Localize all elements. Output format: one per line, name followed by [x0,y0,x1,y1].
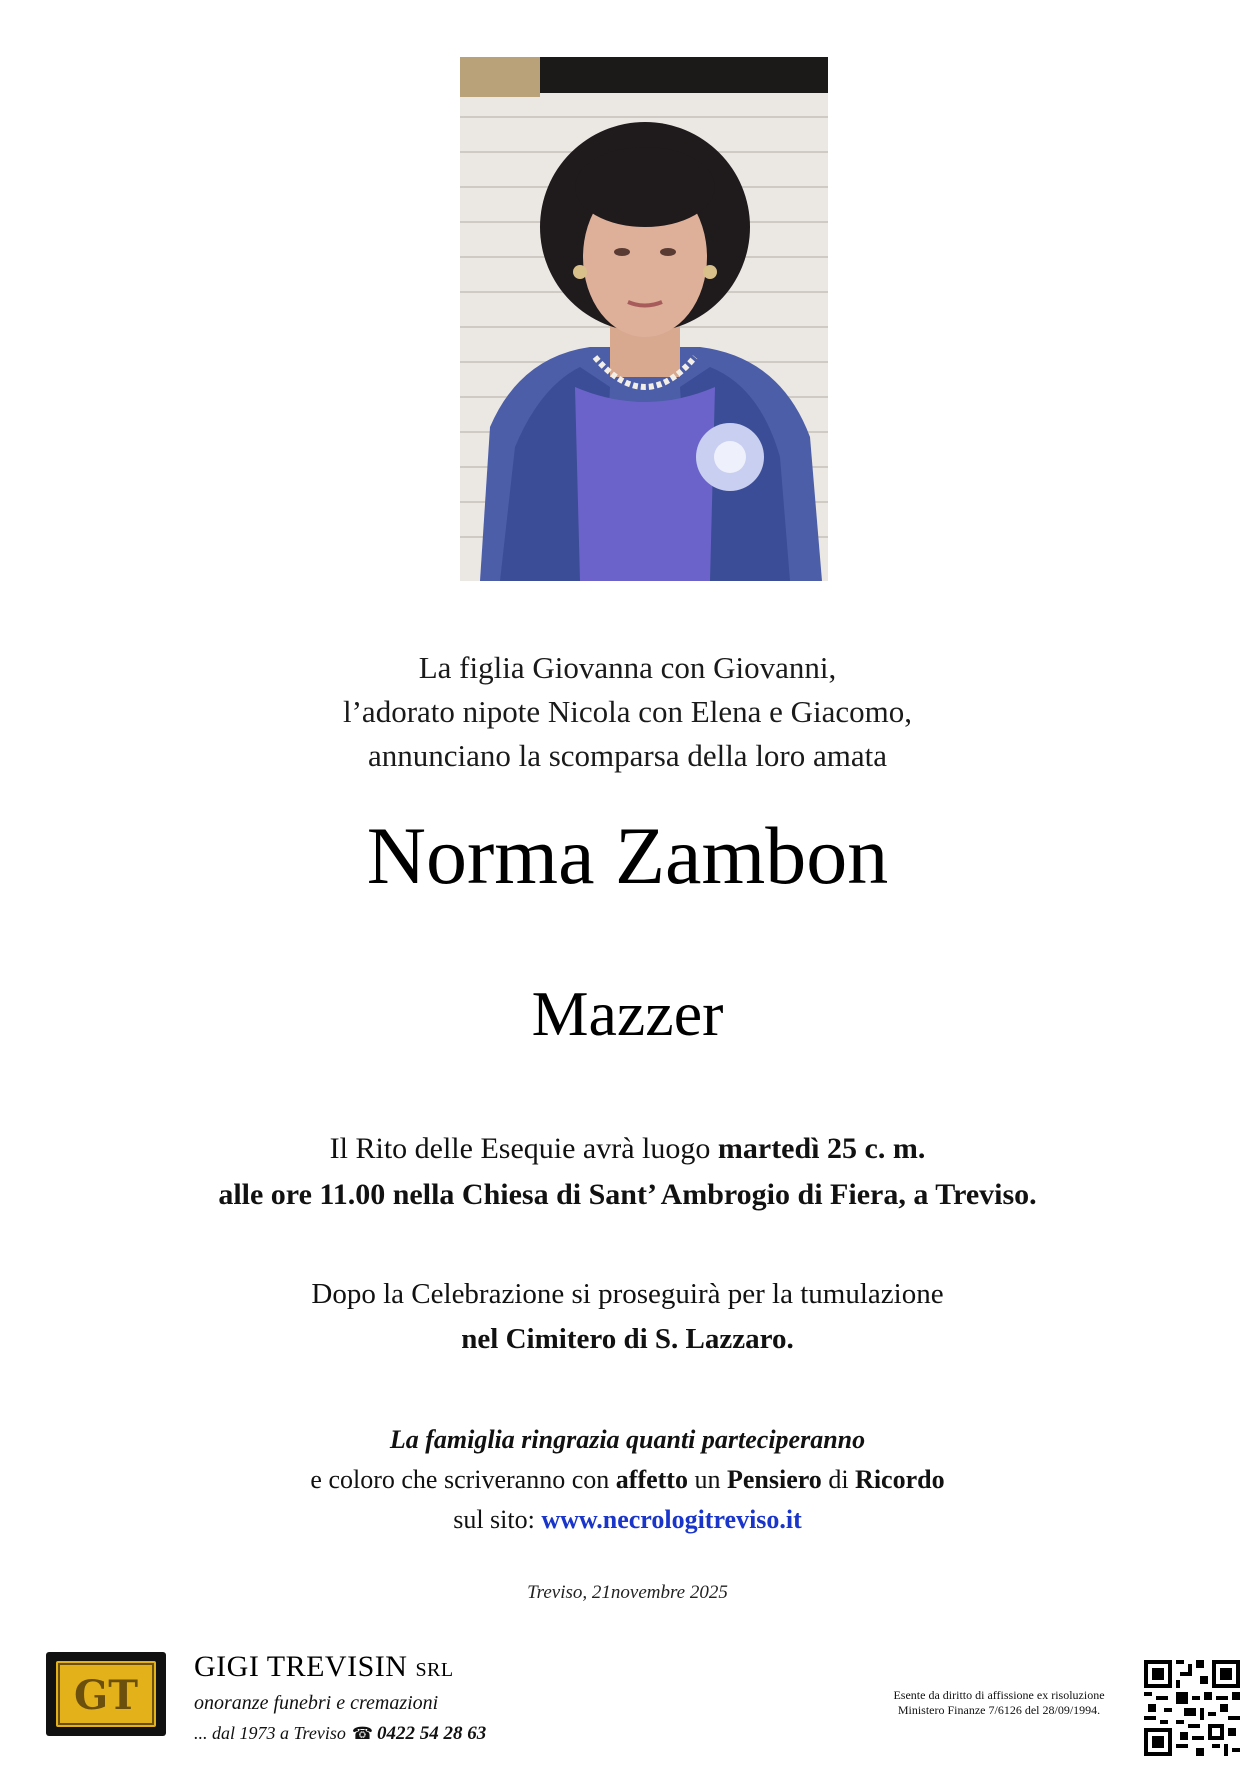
burial-line-1: Dopo la Celebrazione si proseguirà per la tumulazione [311,1278,944,1310]
tax-exemption-note [866,1688,1132,1718]
thanks-heading: La famiglia ringrazia quanti parteciperanno [389,1425,866,1454]
rite-line-1 [0,1126,1255,1172]
qr-code[interactable] [1144,1660,1240,1756]
company-info [194,1650,486,1746]
exemption-line-1: Esente da diritto di affissione ex risoluzione [893,1688,1105,1702]
thanks-word-affetto: affetto [615,1465,688,1494]
burial-cemetery: nel Cimitero di S. Lazzaro. [461,1323,794,1355]
company-tagline: onoranze funebri e cremazioni [194,1692,439,1714]
company-suffix: SRL [415,1659,454,1681]
website-prefix: sul sito: [453,1505,542,1534]
announcement-intro [0,646,1255,778]
deceased-name: Norma Zambon [366,810,889,901]
thanks-line-1 [0,1420,1255,1460]
portrait-photo [460,57,828,581]
company-logo [46,1652,166,1736]
thanks-text-c: un [687,1465,727,1494]
exemption-line-2: Ministero Finanze 7/6126 del 28/09/1994. [897,1703,1101,1717]
company-since: ... dal 1973 a Treviso [194,1723,346,1743]
thanks-word-ricordo: Ricordo [855,1465,945,1494]
company-name: GIGI TREVISIN [194,1650,408,1683]
company-phone: 0422 54 28 63 [377,1723,487,1744]
intro-line-2: l’adorato nipote Nicola con Elena e Giacomo, [343,694,912,729]
logo-emblem [56,1661,156,1727]
intro-line-1: La figlia Giovanna con Giovanni, [418,650,837,685]
burial-line-2 [0,1317,1255,1362]
logo-letters: GT [74,1672,138,1719]
website-link[interactable]: www.necrologitreviso.it [541,1505,802,1534]
thanks-text-e: di [821,1465,856,1494]
company-name-line [194,1650,486,1687]
company-address [194,1721,486,1746]
deceased-surname: Mazzer [531,978,724,1049]
rite-location: alle ore 11.00 nella Chiesa di Sant’ Ambrogio di Fiera, a Treviso. [218,1178,1037,1211]
thanks-line-2 [0,1460,1255,1500]
rite-prefix: Il Rito delle Esequie avrà luogo [329,1132,718,1165]
rite-day: martedì 25 c. m. [717,1132,926,1165]
thanks-word-pensiero: Pensiero [726,1465,822,1494]
place-date: Treviso, 21novembre 2025 [527,1582,728,1603]
intro-line-3: annunciano la scomparsa della loro amata [367,738,888,773]
family-thanks [0,1420,1255,1540]
burial-info [0,1272,1255,1362]
thanks-line-3 [0,1500,1255,1540]
telephone-icon: ☎ [351,1724,374,1743]
rite-line-2 [0,1172,1255,1218]
funeral-rite [0,1126,1255,1218]
thanks-text-a: e coloro che scriveranno con [310,1465,616,1494]
